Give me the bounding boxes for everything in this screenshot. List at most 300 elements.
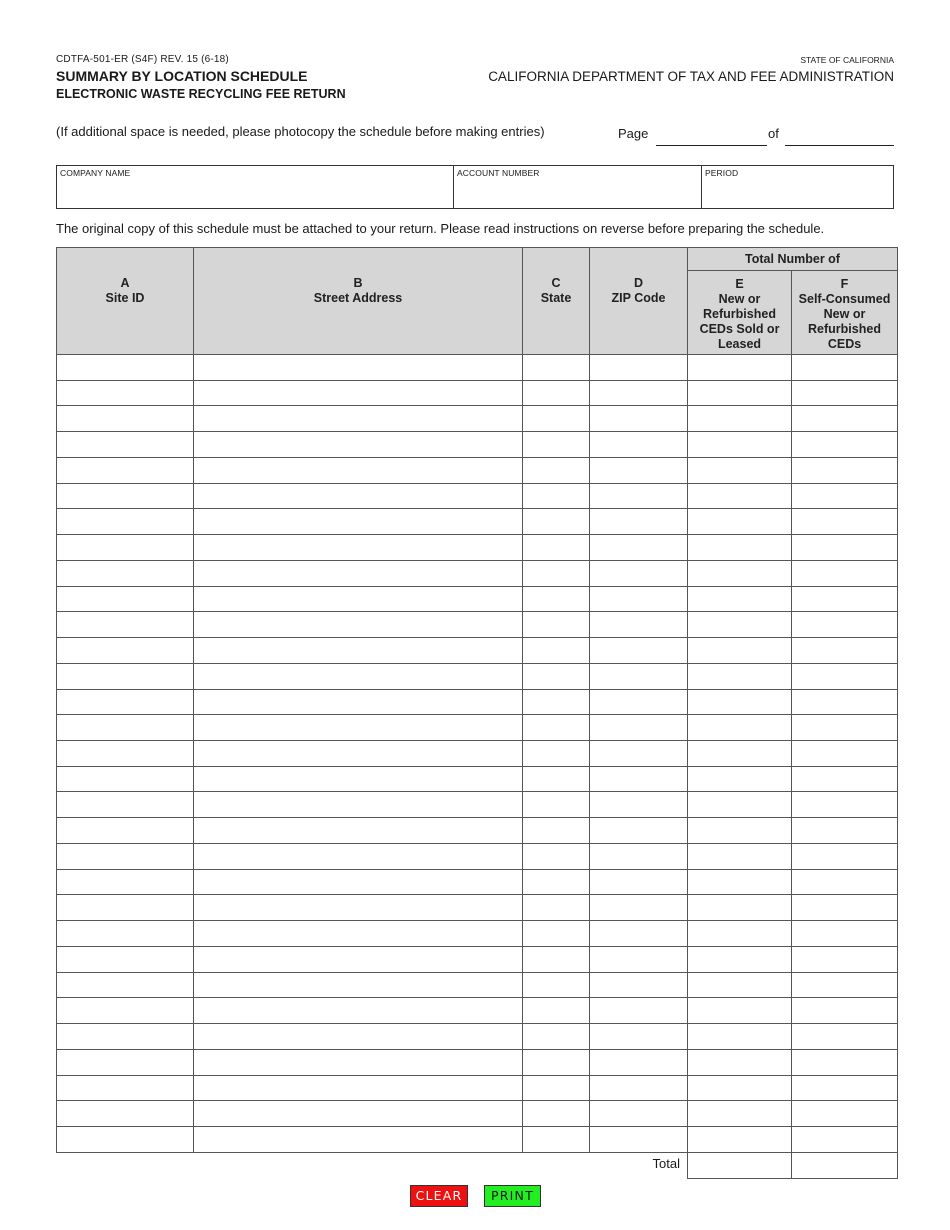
table-cell	[57, 560, 194, 586]
table-cell	[523, 663, 590, 689]
table-row	[57, 895, 898, 921]
table-row	[57, 663, 898, 689]
state-input[interactable]	[523, 509, 589, 534]
zip-code-input[interactable]	[590, 1076, 687, 1101]
site-id-input[interactable]	[57, 638, 193, 663]
table-cell	[590, 818, 688, 844]
column-letter: D	[633, 276, 644, 290]
street-address-input[interactable]	[194, 767, 522, 792]
ceds-sold-input[interactable]	[688, 381, 791, 406]
state-input[interactable]	[523, 587, 589, 612]
table-row	[57, 921, 898, 947]
total-ceds-sold-input-cell	[688, 1152, 792, 1178]
site-id-input[interactable]	[57, 741, 193, 766]
ceds-sold-input[interactable]	[688, 587, 791, 612]
street-address-input[interactable]	[194, 484, 522, 509]
state-input[interactable]	[523, 535, 589, 560]
street-address-input[interactable]	[194, 355, 522, 380]
ceds-sold-input[interactable]	[688, 664, 791, 689]
ceds-sold-input[interactable]	[688, 895, 791, 920]
site-id-input[interactable]	[57, 870, 193, 895]
zip-code-input[interactable]	[590, 947, 687, 972]
street-address-input[interactable]	[194, 664, 522, 689]
table-cell	[792, 921, 898, 947]
table-cell	[523, 792, 590, 818]
table-cell	[194, 355, 523, 381]
table-row	[57, 535, 898, 561]
company-name-input[interactable]	[60, 183, 450, 205]
table-cell	[688, 1101, 792, 1127]
site-id-input[interactable]	[57, 561, 193, 586]
site-id-input[interactable]	[57, 1101, 193, 1126]
column-label-line: CEDs Sold or	[699, 322, 780, 336]
table-cell	[792, 818, 898, 844]
zip-code-input[interactable]	[590, 690, 687, 715]
zip-code-input[interactable]	[590, 561, 687, 586]
table-cell	[523, 355, 590, 381]
table-cell	[688, 741, 792, 767]
zip-code-input[interactable]	[590, 612, 687, 637]
street-address-input[interactable]	[194, 973, 522, 998]
table-cell	[57, 946, 194, 972]
ceds-sold-input[interactable]	[688, 844, 791, 869]
table-cell	[590, 869, 688, 895]
site-id-input[interactable]	[57, 690, 193, 715]
table-cell	[57, 766, 194, 792]
site-id-input[interactable]	[57, 458, 193, 483]
self-consumed-input[interactable]	[792, 921, 897, 946]
total-number-of-group-header: Total Number of	[688, 248, 898, 271]
state-input[interactable]	[523, 767, 589, 792]
table-cell	[57, 1049, 194, 1075]
self-consumed-input[interactable]	[792, 1024, 897, 1049]
state-input[interactable]	[523, 973, 589, 998]
self-consumed-input[interactable]	[792, 612, 897, 637]
table-cell	[523, 715, 590, 741]
table-cell	[792, 1049, 898, 1075]
street-address-input[interactable]	[194, 587, 522, 612]
table-cell	[688, 406, 792, 432]
state-input[interactable]	[523, 664, 589, 689]
table-row	[57, 560, 898, 586]
state-input[interactable]	[523, 458, 589, 483]
self-consumed-input[interactable]	[792, 973, 897, 998]
ceds-sold-input[interactable]	[688, 998, 791, 1023]
state-input[interactable]	[523, 818, 589, 843]
site-id-input[interactable]	[57, 355, 193, 380]
table-cell	[688, 663, 792, 689]
table-cell	[523, 1049, 590, 1075]
table-row	[57, 1101, 898, 1127]
table-cell	[194, 946, 523, 972]
state-input[interactable]	[523, 844, 589, 869]
site-id-input[interactable]	[57, 844, 193, 869]
zip-code-input[interactable]	[590, 1127, 687, 1152]
table-cell	[792, 457, 898, 483]
street-address-input[interactable]	[194, 458, 522, 483]
total-row-spacer	[57, 1152, 590, 1178]
self-consumed-input[interactable]	[792, 638, 897, 663]
table-cell	[688, 560, 792, 586]
zip-code-input[interactable]	[590, 664, 687, 689]
self-consumed-input[interactable]	[792, 767, 897, 792]
ceds-sold-input[interactable]	[688, 1050, 791, 1075]
street-address-input[interactable]	[194, 1101, 522, 1126]
street-address-input[interactable]	[194, 921, 522, 946]
state-input[interactable]	[523, 561, 589, 586]
table-cell	[57, 355, 194, 381]
ceds-sold-input[interactable]	[688, 509, 791, 534]
column-header-zip-code	[590, 248, 688, 355]
table-cell	[194, 612, 523, 638]
table-cell	[688, 895, 792, 921]
site-id-input[interactable]	[57, 818, 193, 843]
site-id-input[interactable]	[57, 509, 193, 534]
table-cell	[523, 741, 590, 767]
state-input[interactable]	[523, 998, 589, 1023]
ceds-sold-input[interactable]	[688, 947, 791, 972]
self-consumed-input[interactable]	[792, 561, 897, 586]
site-id-input[interactable]	[57, 895, 193, 920]
state-input[interactable]	[523, 1024, 589, 1049]
state-input[interactable]	[523, 1076, 589, 1101]
column-header-ceds-sold-or-leased	[688, 271, 792, 355]
self-consumed-input[interactable]	[792, 792, 897, 817]
zip-code-input[interactable]	[590, 1050, 687, 1075]
table-cell	[590, 355, 688, 381]
ceds-sold-input[interactable]	[688, 741, 791, 766]
table-row	[57, 432, 898, 458]
site-id-input[interactable]	[57, 484, 193, 509]
site-id-input[interactable]	[57, 381, 193, 406]
street-address-input[interactable]	[194, 638, 522, 663]
site-id-input[interactable]	[57, 406, 193, 431]
table-cell	[523, 535, 590, 561]
table-row	[57, 586, 898, 612]
site-id-input[interactable]	[57, 612, 193, 637]
zip-code-input[interactable]	[590, 638, 687, 663]
table-cell	[523, 1127, 590, 1153]
state-input[interactable]	[523, 870, 589, 895]
table-row	[57, 715, 898, 741]
street-address-input[interactable]	[194, 792, 522, 817]
zip-code-input[interactable]	[590, 818, 687, 843]
page-number-input[interactable]	[656, 127, 767, 146]
column-letter: B	[353, 276, 363, 290]
zip-code-input[interactable]	[590, 715, 687, 740]
street-address-input[interactable]	[194, 690, 522, 715]
ceds-sold-input[interactable]	[688, 612, 791, 637]
self-consumed-input[interactable]	[792, 381, 897, 406]
table-cell	[792, 638, 898, 664]
site-id-input[interactable]	[57, 432, 193, 457]
ceds-sold-input[interactable]	[688, 484, 791, 509]
state-label: STATE OF CALIFORNIA	[800, 55, 894, 65]
ceds-sold-input[interactable]	[688, 870, 791, 895]
table-cell	[590, 638, 688, 664]
street-address-input[interactable]	[194, 870, 522, 895]
self-consumed-input[interactable]	[792, 844, 897, 869]
zip-code-input[interactable]	[590, 1024, 687, 1049]
zip-code-input[interactable]	[590, 870, 687, 895]
company-name-label: COMPANY NAME	[60, 168, 131, 178]
street-address-input[interactable]	[194, 844, 522, 869]
state-input[interactable]	[523, 381, 589, 406]
zip-code-input[interactable]	[590, 767, 687, 792]
table-cell	[57, 612, 194, 638]
self-consumed-input[interactable]	[792, 947, 897, 972]
zip-code-input[interactable]	[590, 406, 687, 431]
self-consumed-input[interactable]	[792, 664, 897, 689]
self-consumed-input[interactable]	[792, 715, 897, 740]
site-id-input[interactable]	[57, 767, 193, 792]
department-name: CALIFORNIA DEPARTMENT OF TAX AND FEE ADMINISTRATION	[488, 69, 894, 84]
site-id-input[interactable]	[57, 535, 193, 560]
table-cell	[792, 1127, 898, 1153]
state-input[interactable]	[523, 406, 589, 431]
self-consumed-input[interactable]	[792, 432, 897, 457]
self-consumed-input[interactable]	[792, 870, 897, 895]
street-address-input[interactable]	[194, 947, 522, 972]
zip-code-input[interactable]	[590, 484, 687, 509]
site-id-input[interactable]	[57, 947, 193, 972]
site-id-input[interactable]	[57, 1076, 193, 1101]
ceds-sold-input[interactable]	[688, 690, 791, 715]
table-cell	[590, 457, 688, 483]
ceds-sold-input[interactable]	[688, 561, 791, 586]
state-input[interactable]	[523, 432, 589, 457]
self-consumed-input[interactable]	[792, 1127, 897, 1152]
site-id-input[interactable]	[57, 587, 193, 612]
table-cell	[523, 1101, 590, 1127]
zip-code-input[interactable]	[590, 921, 687, 946]
zip-code-input[interactable]	[590, 587, 687, 612]
street-address-input[interactable]	[194, 895, 522, 920]
account-number-input[interactable]	[457, 183, 698, 205]
column-label-line: Refurbished	[808, 322, 881, 336]
self-consumed-input[interactable]	[792, 587, 897, 612]
table-cell	[688, 869, 792, 895]
table-cell	[194, 1024, 523, 1050]
ceds-sold-input[interactable]	[688, 973, 791, 998]
zip-code-input[interactable]	[590, 792, 687, 817]
table-cell	[688, 612, 792, 638]
table-cell	[590, 715, 688, 741]
site-id-input[interactable]	[57, 998, 193, 1023]
street-address-input[interactable]	[194, 998, 522, 1023]
instruction-text: The original copy of this schedule must be attached to your return. Please read instructions on reverse before preparing the schedule.	[56, 221, 825, 236]
street-address-input[interactable]	[194, 1024, 522, 1049]
site-id-input[interactable]	[57, 921, 193, 946]
state-input[interactable]	[523, 612, 589, 637]
taxpayer-info-box	[56, 165, 894, 209]
street-address-input[interactable]	[194, 715, 522, 740]
table-cell	[688, 689, 792, 715]
site-id-input[interactable]	[57, 973, 193, 998]
table-cell	[590, 1075, 688, 1101]
column-label-line: Refurbished	[703, 307, 776, 321]
state-input[interactable]	[523, 1050, 589, 1075]
column-label-line: New or	[823, 307, 866, 321]
self-consumed-input[interactable]	[792, 998, 897, 1023]
table-cell	[57, 586, 194, 612]
street-address-input[interactable]	[194, 406, 522, 431]
table-cell	[688, 355, 792, 381]
ceds-sold-input[interactable]	[688, 1101, 791, 1126]
street-address-input[interactable]	[194, 1127, 522, 1152]
table-cell	[57, 869, 194, 895]
table-cell	[590, 1101, 688, 1127]
site-id-input[interactable]	[57, 1050, 193, 1075]
site-id-input[interactable]	[57, 664, 193, 689]
self-consumed-input[interactable]	[792, 535, 897, 560]
ceds-sold-input[interactable]	[688, 432, 791, 457]
table-cell	[194, 432, 523, 458]
self-consumed-input[interactable]	[792, 895, 897, 920]
site-id-input[interactable]	[57, 1127, 193, 1152]
state-input[interactable]	[523, 1127, 589, 1152]
column-letter: E	[735, 277, 744, 291]
street-address-input[interactable]	[194, 612, 522, 637]
total-pages-input[interactable]	[785, 127, 894, 146]
street-address-input[interactable]	[194, 509, 522, 534]
self-consumed-input[interactable]	[792, 690, 897, 715]
self-consumed-input[interactable]	[792, 818, 897, 843]
table-cell	[590, 586, 688, 612]
table-row	[57, 689, 898, 715]
street-address-input[interactable]	[194, 1050, 522, 1075]
period-input[interactable]	[705, 183, 890, 205]
table-cell	[590, 612, 688, 638]
table-cell	[688, 818, 792, 844]
ceds-sold-input[interactable]	[688, 715, 791, 740]
table-row	[57, 638, 898, 664]
self-consumed-input[interactable]	[792, 355, 897, 380]
street-address-input[interactable]	[194, 381, 522, 406]
ceds-sold-input[interactable]	[688, 355, 791, 380]
state-input[interactable]	[523, 1101, 589, 1126]
table-cell	[792, 741, 898, 767]
ceds-sold-input[interactable]	[688, 818, 791, 843]
zip-code-input[interactable]	[590, 998, 687, 1023]
street-address-input[interactable]	[194, 818, 522, 843]
table-row	[57, 612, 898, 638]
table-cell	[57, 818, 194, 844]
table-cell	[792, 355, 898, 381]
street-address-input[interactable]	[194, 1076, 522, 1101]
table-cell	[792, 1075, 898, 1101]
zip-code-input[interactable]	[590, 844, 687, 869]
self-consumed-input[interactable]	[792, 1050, 897, 1075]
self-consumed-input[interactable]	[792, 509, 897, 534]
zip-code-input[interactable]	[590, 895, 687, 920]
street-address-input[interactable]	[194, 432, 522, 457]
state-input[interactable]	[523, 792, 589, 817]
state-input[interactable]	[523, 484, 589, 509]
state-input[interactable]	[523, 715, 589, 740]
self-consumed-input[interactable]	[792, 458, 897, 483]
zip-code-input[interactable]	[590, 355, 687, 380]
table-cell	[194, 766, 523, 792]
ceds-sold-input[interactable]	[688, 767, 791, 792]
table-cell	[194, 998, 523, 1024]
self-consumed-input[interactable]	[792, 1101, 897, 1126]
table-cell	[590, 741, 688, 767]
table-cell	[194, 689, 523, 715]
ceds-sold-input[interactable]	[688, 638, 791, 663]
table-cell	[688, 1024, 792, 1050]
table-row	[57, 509, 898, 535]
total-row	[57, 1152, 898, 1178]
total-ceds-sold-input[interactable]	[688, 1153, 791, 1178]
zip-code-input[interactable]	[590, 458, 687, 483]
table-cell	[688, 1127, 792, 1153]
table-cell	[792, 869, 898, 895]
table-cell	[688, 380, 792, 406]
zip-code-input[interactable]	[590, 1101, 687, 1126]
ceds-sold-input[interactable]	[688, 535, 791, 560]
site-id-input[interactable]	[57, 715, 193, 740]
table-row	[57, 818, 898, 844]
state-input[interactable]	[523, 690, 589, 715]
table-cell	[590, 1049, 688, 1075]
state-input[interactable]	[523, 741, 589, 766]
street-address-input[interactable]	[194, 535, 522, 560]
site-id-input[interactable]	[57, 792, 193, 817]
state-input[interactable]	[523, 921, 589, 946]
total-self-consumed-input-cell	[792, 1152, 898, 1178]
self-consumed-input[interactable]	[792, 406, 897, 431]
street-address-input[interactable]	[194, 561, 522, 586]
table-cell	[590, 843, 688, 869]
self-consumed-input[interactable]	[792, 484, 897, 509]
clear-button[interactable]: CLEAR	[410, 1185, 468, 1207]
ceds-sold-input[interactable]	[688, 792, 791, 817]
zip-code-input[interactable]	[590, 509, 687, 534]
ceds-sold-input[interactable]	[688, 458, 791, 483]
account-number-cell	[454, 166, 702, 208]
table-cell	[194, 843, 523, 869]
table-cell	[57, 843, 194, 869]
table-row	[57, 843, 898, 869]
state-input[interactable]	[523, 355, 589, 380]
form-id: CDTFA-501-ER (S4F) REV. 15 (6-18)	[56, 54, 229, 65]
zip-code-input[interactable]	[590, 741, 687, 766]
street-address-input[interactable]	[194, 741, 522, 766]
table-cell	[194, 895, 523, 921]
table-cell	[688, 766, 792, 792]
table-cell	[194, 483, 523, 509]
zip-code-input[interactable]	[590, 535, 687, 560]
zip-code-input[interactable]	[590, 432, 687, 457]
total-self-consumed-input[interactable]	[792, 1153, 897, 1178]
ceds-sold-input[interactable]	[688, 1127, 791, 1152]
state-input[interactable]	[523, 638, 589, 663]
state-input[interactable]	[523, 895, 589, 920]
site-id-input[interactable]	[57, 1024, 193, 1049]
self-consumed-input[interactable]	[792, 1076, 897, 1101]
state-input[interactable]	[523, 947, 589, 972]
ceds-sold-input[interactable]	[688, 1076, 791, 1101]
self-consumed-input[interactable]	[792, 741, 897, 766]
ceds-sold-input[interactable]	[688, 1024, 791, 1049]
zip-code-input[interactable]	[590, 381, 687, 406]
ceds-sold-input[interactable]	[688, 406, 791, 431]
zip-code-input[interactable]	[590, 973, 687, 998]
table-cell	[590, 972, 688, 998]
ceds-sold-input[interactable]	[688, 921, 791, 946]
print-button[interactable]: PRINT	[484, 1185, 541, 1207]
